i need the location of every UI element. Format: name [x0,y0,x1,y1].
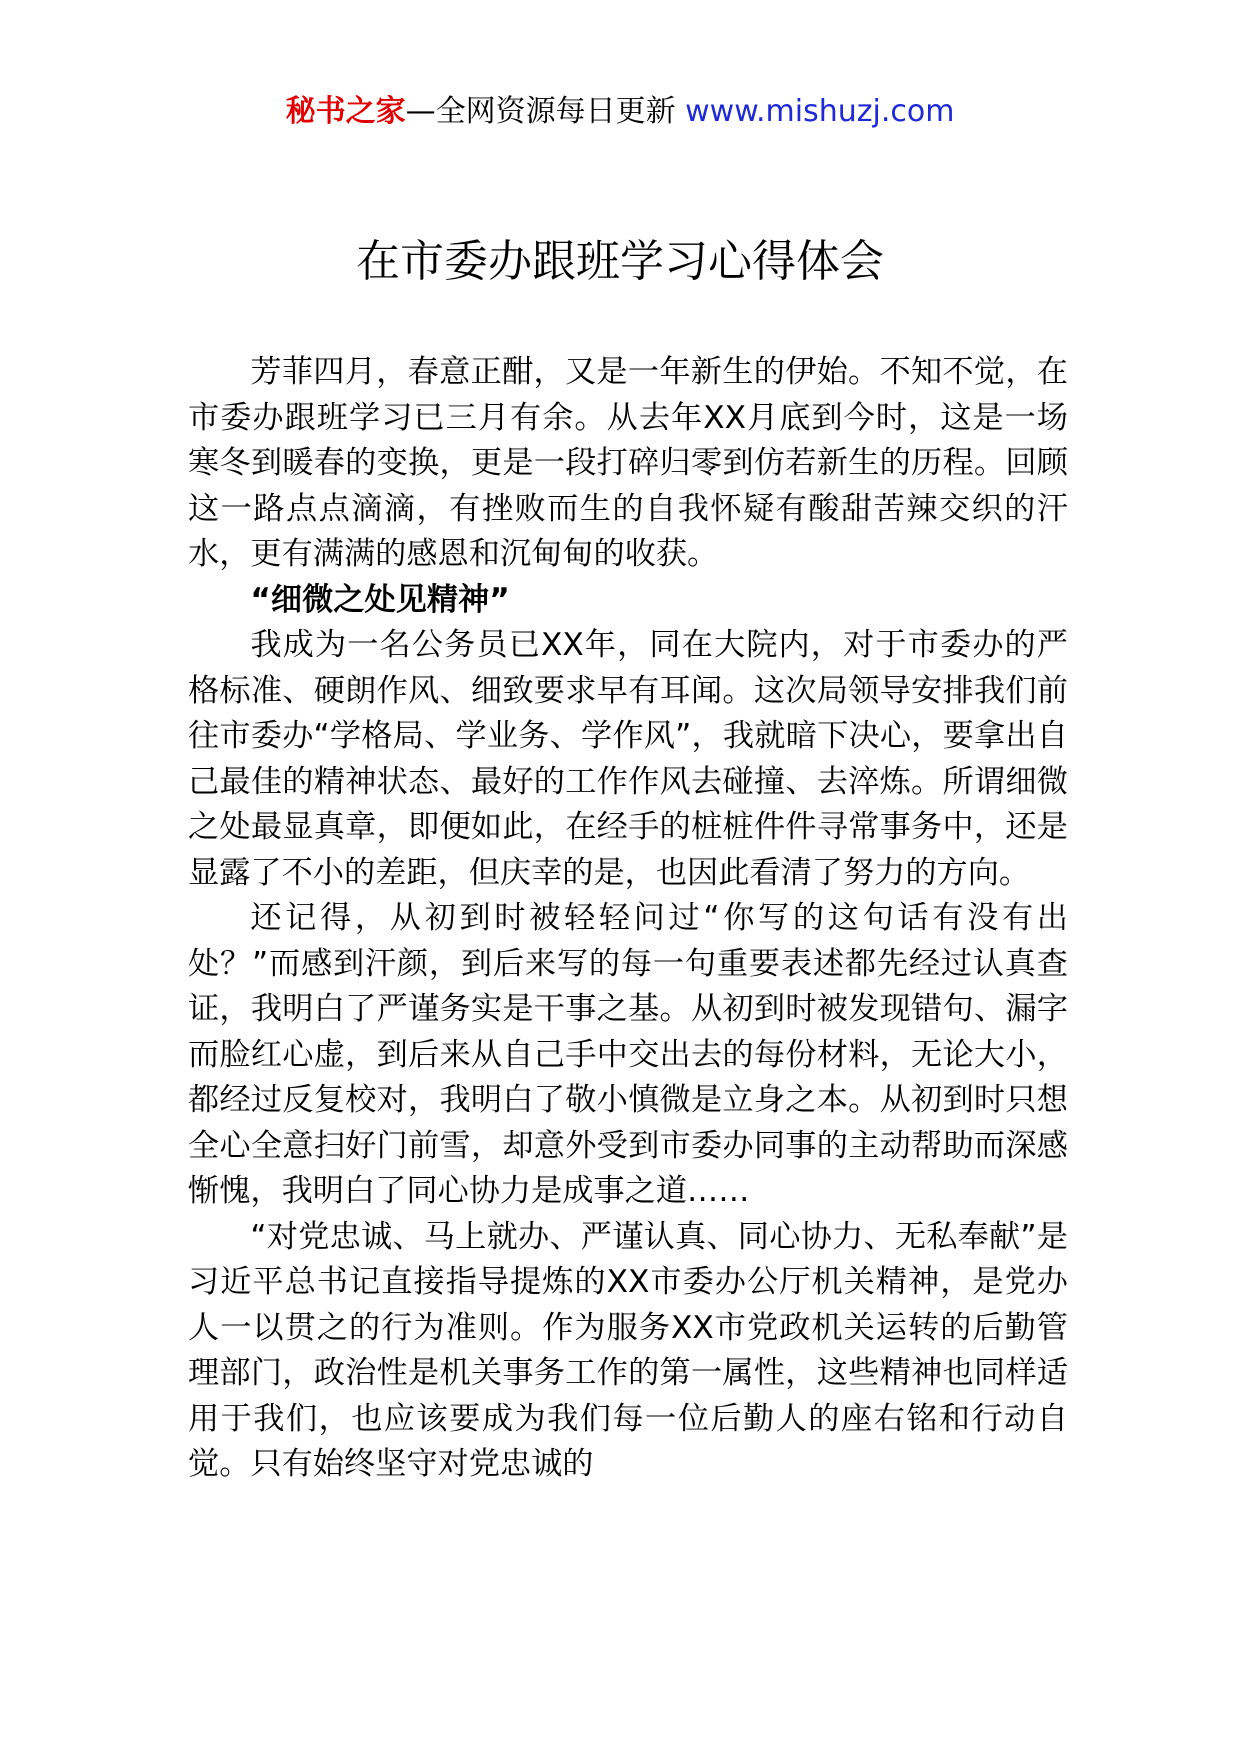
document-title: 在市委办跟班学习心得体会 [356,236,884,287]
site-url-link[interactable]: www.mishuzj.com [685,94,955,129]
brand-name: 秘书之家 [285,94,406,129]
document-body [188,350,1068,1488]
site-header [0,92,1240,132]
paragraph-spirit: “对党忠诚、马上就办、严谨认真、同心协力、无私奉献”是习近平总书记直接指导提炼的XX市委办公厅机关精神，是党办人一以贯之的行为准则。作为服务XX市党政机关运转的后勤管理部门，政治性是机关事务工作的第一属性，这些精神也同样适用于我们，也应该要成为我们每一位后勤人的座右铭和行动自觉。只有始终坚守对党忠诚的 [188,1218,1068,1482]
section-heading: “细微之处见精神” [250,581,510,618]
paragraph-intro: 芳菲四月，春意正酣，又是一年新生的伊始。不知不觉，在市委办跟班学习已三月有余。从去年XX月底到今时，这是一场寒冬到暖春的变换，更是一段打碎归零到仿若新生的历程。回顾这一路点点滴滴，有挫败而生的自我怀疑有酸甜苦辣交织的汗水，更有满满的感恩和沉甸甸的收获。 [188,354,1068,572]
paragraph-experience: 我成为一名公务员已XX年，同在大院内，对于市委办的严格标准、硬朗作风、细致要求早有耳闻。这次局领导安排我们前往市委办“学格局、学业务、学作风”，我就暗下决心，要拿出自己最佳的精神状态、最好的工作作风去碰撞、去淬炼。所谓细微之处最显真章，即便如此，在经手的桩桩件件寻常事务中，还是显露了不小的差距，但庆幸的是，也因此看清了努力的方向。 [188,627,1068,891]
paragraph-lessons: 还记得，从初到时被轻轻问过“你写的这句话有没有出处？”而感到汗颜，到后来写的每一句重要表述都先经过认真查证，我明白了严谨务实是干事之基。从初到时被发现错句、漏字而脸红心虚，到后来从自己手中交出去的每份材料，无论大小，都经过反复校对，我明白了敬小慎微是立身之本。从初到时只想全心全意扫好门前雪，却意外受到市委办同事的主动帮助而深感惭愧，我明白了同心协力是成事之道…… [188,900,1068,1209]
header-tagline: —全网资源每日更新 [405,94,686,129]
